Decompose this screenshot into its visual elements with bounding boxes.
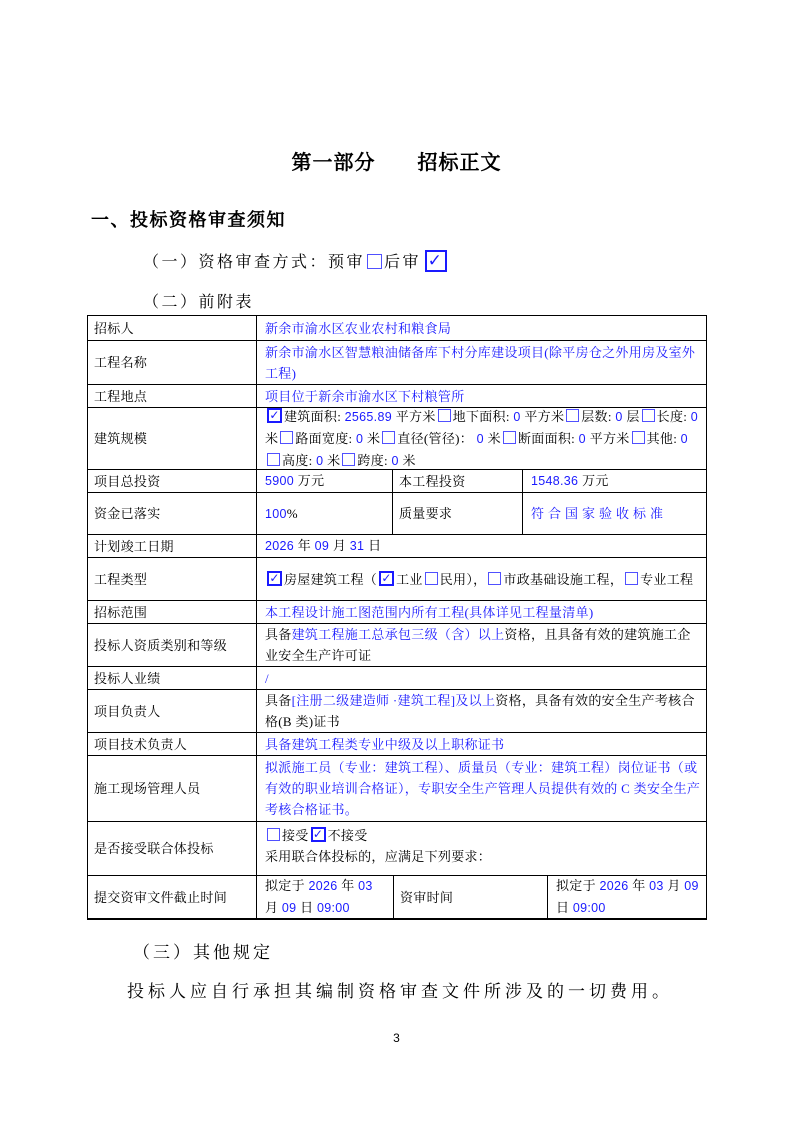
text-segment: 直径(管径)：: [397, 430, 477, 446]
row-technical-director: [88, 733, 707, 756]
row-project-manager: [88, 690, 707, 733]
text-segment: 计划竣工日期: [94, 538, 174, 554]
row-project-type: [88, 558, 707, 601]
project-manager-label: [88, 690, 257, 732]
row-project-name: [88, 341, 707, 385]
text-segment: 2026: [265, 539, 298, 553]
row-planned-completion-date: [88, 535, 707, 558]
text-segment: [注册二级建造师 ·建筑工程]及以上: [291, 693, 496, 708]
project-type-value: [257, 558, 707, 600]
checkbox-unchecked-icon: [425, 572, 438, 585]
text-segment: 平: [589, 430, 603, 446]
prequalification-table: [87, 315, 707, 920]
text-segment: 新余市渝水区智慧粮油储备库下村分库建设项目(除平房仓之外用房及室外工程): [265, 344, 696, 381]
text-segment: 5900: [265, 474, 298, 488]
row-prequalification-deadline: [88, 876, 707, 919]
text-segment: 2026: [599, 879, 633, 893]
text-segment: 0: [316, 453, 328, 468]
text-segment: 是否接受联合体投标: [94, 841, 214, 856]
text-segment: 万元: [582, 473, 609, 488]
text-segment: 层数:: [581, 408, 616, 424]
text-segment: 项目位于新余市渝水区下村粮管所: [265, 388, 465, 404]
quality-requirement-label: [393, 493, 523, 534]
document-title: 第一部分 招标正文: [291, 152, 502, 174]
text-segment: 0: [680, 431, 688, 446]
text-segment: 项目总投资: [94, 473, 161, 489]
text-segment: 2565.89: [344, 409, 396, 424]
site-management-staff-label: [88, 756, 257, 821]
project-location-label: [88, 385, 257, 407]
tender-scope-label: [88, 601, 257, 623]
text-segment: 工业: [396, 571, 423, 587]
text-segment: 0: [391, 453, 403, 468]
checkbox-checked-icon: [267, 408, 282, 423]
text-segment: 资金已落实: [94, 506, 161, 521]
text-segment: 0: [615, 409, 627, 424]
text-segment: 工程类型: [94, 571, 148, 587]
text-segment: 提交资审文件截止时间: [94, 889, 228, 905]
text-segment: 月: [667, 878, 685, 893]
checkbox-unchecked-icon: [625, 572, 638, 585]
text-segment: 招标范围: [94, 604, 148, 620]
text-segment: 年: [632, 878, 650, 893]
text-segment: 09:00: [317, 901, 350, 915]
text-segment: 市政基础设施工程，: [503, 571, 624, 587]
bidder-qualification-label: [88, 624, 257, 666]
qualification-review-method-line: [143, 249, 449, 272]
this-project-investment-value: [523, 470, 707, 492]
checkbox-checked-icon: [311, 827, 326, 842]
prequalification-deadline-value: [257, 876, 394, 918]
funds-secured-value: [257, 493, 393, 534]
text-segment: 本工程投资: [399, 473, 466, 489]
text-segment: 2026: [308, 879, 342, 893]
text-segment: 100: [265, 506, 287, 521]
text-segment: 日: [368, 538, 382, 553]
bidder-performance-label: [88, 667, 257, 689]
text-segment: 年: [341, 878, 359, 893]
text-segment: 拟派施工员（专业：建筑工程）、质量员（专业：建筑工程）岗位证书（或有效的职业培训合格证），专职安全生产管理人员提供有效的 C 类安全生产考核合格证书。: [265, 760, 701, 817]
text-segment: 方米: [603, 430, 630, 446]
checkbox-checked-icon: [267, 571, 282, 586]
bidder-qualification-value: [257, 624, 707, 666]
quality-requirement-value: [523, 493, 707, 534]
review-time-label: [394, 876, 548, 918]
consortium-bidding-value: [257, 822, 707, 875]
text-segment: 高度:: [282, 452, 317, 468]
text-segment: 投标人业绩: [94, 670, 161, 686]
text-segment: 符合国家验收标准: [531, 506, 668, 521]
text-segment: 09: [281, 901, 301, 915]
text-segment: 万元: [297, 473, 325, 488]
text-segment: 工程名称: [94, 355, 148, 370]
checkbox-unchecked-icon: [267, 828, 280, 841]
checkbox-checked-icon: [425, 250, 447, 272]
text-segment: 日: [556, 900, 573, 915]
row-bidder-qualification: [88, 624, 707, 667]
project-name-label: [88, 341, 257, 384]
site-management-staff-value: [257, 756, 707, 821]
checkbox-unchecked-icon: [267, 453, 280, 466]
text-segment: 本工程设计施工图范围内所有工程(具体详见工程量清单): [265, 604, 594, 620]
text-segment: 平方米: [524, 408, 565, 424]
text-segment: 0: [513, 409, 525, 424]
text-segment: 资审时间: [400, 889, 454, 905]
review-method-mid: 后审: [384, 254, 422, 271]
text-segment: 建筑面积:: [284, 408, 345, 424]
page-number: 3: [393, 1031, 400, 1045]
text-segment: 年: [297, 538, 315, 553]
text-segment: 月: [332, 538, 350, 553]
row-construction-scale: [88, 408, 707, 470]
text-segment: 新余市渝水区农业农村和粮食局: [265, 320, 452, 336]
text-segment: 房屋建筑工程（: [284, 571, 378, 587]
text-segment: /: [265, 670, 269, 686]
construction-scale-label: [88, 408, 257, 469]
tenderer-label: [88, 316, 257, 340]
text-segment: 质量要求: [399, 506, 453, 521]
text-segment: 不接受: [327, 828, 368, 843]
text-segment: 0: [355, 431, 368, 446]
row-tenderer: [88, 316, 707, 341]
text-segment: 09: [684, 879, 699, 893]
text-segment: 拟定于: [556, 878, 600, 893]
checkbox-unchecked-icon: [642, 409, 655, 422]
section-heading: 一、投标资格审查须知: [91, 210, 286, 230]
text-segment: 1548.36: [531, 474, 583, 488]
checkbox-unchecked-icon: [342, 453, 355, 466]
checkbox-unchecked-icon: [367, 254, 382, 269]
text-segment: 0: [476, 431, 488, 446]
bidder-performance-value: [257, 667, 707, 689]
text-segment: 拟定于: [265, 878, 309, 893]
text-segment: 断面面积:: [517, 430, 579, 446]
row-total-investment: [88, 470, 707, 493]
text-segment: 工程地点: [94, 388, 148, 404]
text-segment: 跨度:: [357, 452, 392, 468]
text-segment: 09: [314, 539, 333, 553]
text-segment: 资格，具备有效的安全生产考核合格(B 类)证书: [265, 693, 695, 729]
text-segment: 米: [327, 452, 341, 468]
text-segment: 具备: [265, 693, 292, 708]
checkbox-unchecked-icon: [382, 431, 395, 444]
text-segment: 0: [578, 431, 590, 446]
text-segment: 具备: [265, 627, 292, 642]
text-segment: 路面宽度:: [295, 430, 356, 446]
text-segment: 具备建筑工程类专业中级及以上职称证书: [265, 736, 505, 752]
closing-paragraph: 投标人应自行承担其编制资格审查文件所涉及的一切费用。: [127, 982, 673, 1001]
row-project-location: [88, 385, 707, 408]
this-project-investment-label: [393, 470, 523, 492]
funds-secured-label: [88, 493, 257, 534]
row-tender-scope: [88, 601, 707, 624]
text-segment: 民用），: [439, 571, 487, 587]
project-manager-value: [257, 690, 707, 732]
front-schedule-heading: （二）前附表: [143, 294, 255, 311]
text-segment: 0: [690, 409, 698, 424]
planned-completion-date-label: [88, 535, 257, 557]
review-time-value: [548, 876, 707, 918]
consortium-bidding-label: [88, 822, 257, 875]
text-segment: 长度:: [656, 408, 691, 424]
tenderer-value: [257, 316, 707, 340]
text-segment: 接受: [282, 828, 309, 843]
text-segment: 31: [349, 539, 369, 553]
text-segment: 项目负责人: [94, 703, 161, 719]
construction-scale-value: [257, 408, 707, 469]
checkbox-checked-icon: [379, 571, 394, 586]
text-segment: 03: [358, 879, 373, 893]
review-method-prefix: （一）资格审查方式：预审: [143, 254, 366, 271]
project-location-value: [257, 385, 707, 407]
text-segment: 采用联合体投标的，应满足下列要求：: [265, 849, 492, 864]
technical-director-label: [88, 733, 257, 755]
checkbox-unchecked-icon: [566, 409, 579, 422]
text-segment: 米: [265, 430, 279, 446]
row-bidder-performance: [88, 667, 707, 690]
text-segment: 09:00: [572, 901, 606, 915]
prequalification-deadline-label: [88, 876, 257, 918]
checkbox-unchecked-icon: [503, 431, 516, 444]
checkbox-unchecked-icon: [632, 431, 645, 444]
text-segment: 米: [487, 430, 501, 446]
text-segment: 建筑规模: [94, 431, 148, 446]
checkbox-unchecked-icon: [488, 572, 501, 585]
total-investment-value: [257, 470, 393, 492]
other-provisions-heading: （三）其他规定: [133, 943, 273, 962]
text-segment: 米: [367, 430, 381, 446]
text-segment: 其他:: [646, 430, 681, 446]
text-segment: 项目技术负责人: [94, 736, 188, 752]
text-segment: 日: [300, 900, 317, 915]
text-segment: 招标人: [94, 320, 134, 336]
technical-director-value: [257, 733, 707, 755]
text-segment: 施工现场管理人员: [94, 781, 201, 796]
row-consortium-bidding: [88, 822, 707, 876]
checkbox-unchecked-icon: [280, 431, 293, 444]
project-type-label: [88, 558, 257, 600]
text-segment: 投标人资质类别和等级: [94, 637, 228, 653]
text-segment: 月: [265, 900, 282, 915]
text-segment: 建筑工程施工总承包三级（含）以上: [291, 627, 505, 642]
text-segment: 资格，且具备有效的建筑施工企业安全生产许可证: [265, 627, 691, 663]
text-segment: 03: [649, 879, 668, 893]
text-segment: 米: [402, 452, 416, 468]
text-segment: 层: [626, 408, 640, 424]
text-segment: 平方米: [395, 408, 436, 424]
text-segment: %: [286, 505, 298, 521]
total-investment-label: [88, 470, 257, 492]
row-site-management-staff: [88, 756, 707, 822]
planned-completion-date-value: [257, 535, 707, 557]
project-name-value: [257, 341, 707, 384]
checkbox-unchecked-icon: [438, 409, 451, 422]
row-funds-secured: [88, 493, 707, 535]
text-segment: 专业工程: [640, 571, 694, 587]
text-segment: 地下面积:: [452, 408, 514, 424]
tender-scope-value: [257, 601, 707, 623]
